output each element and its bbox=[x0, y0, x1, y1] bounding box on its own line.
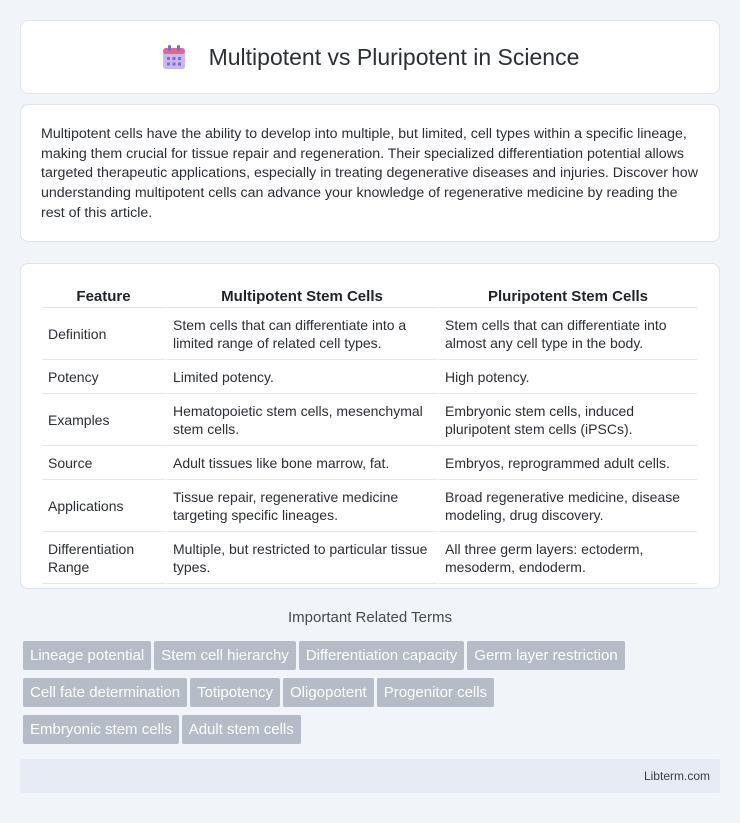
page-title: Multipotent vs Pluripotent in Science bbox=[208, 43, 580, 70]
cell-pluripotent: Stem cells that can differentiate into almost any cell type in the body. bbox=[437, 308, 697, 360]
table-header-row bbox=[42, 284, 697, 308]
cell-feature: Examples bbox=[42, 394, 165, 446]
cell-multipotent: Multiple, but restricted to particular tissue types. bbox=[165, 532, 437, 584]
footer bbox=[20, 759, 720, 793]
cell-multipotent: Tissue repair, regenerative medicine targeting specific lineages. bbox=[165, 480, 437, 532]
table-row bbox=[42, 446, 697, 480]
related-term-tag[interactable]: Adult stem cells bbox=[182, 715, 301, 744]
cell-feature: Source bbox=[42, 446, 165, 480]
related-terms-list bbox=[23, 641, 723, 752]
related-term-tag[interactable]: Cell fate determination bbox=[23, 678, 187, 707]
related-term-tag[interactable]: Oligopotent bbox=[283, 678, 374, 707]
table-row bbox=[42, 532, 697, 584]
cell-feature: Potency bbox=[42, 360, 165, 394]
cell-multipotent: Hematopoietic stem cells, mesenchymal stem cells. bbox=[165, 394, 437, 446]
cell-pluripotent: Embryonic stem cells, induced pluripotent stem cells (iPSCs). bbox=[437, 394, 697, 446]
cell-pluripotent: High potency. bbox=[437, 360, 697, 394]
comparison-table-card bbox=[20, 263, 720, 589]
related-term-tag[interactable]: Differentiation capacity bbox=[299, 641, 464, 670]
cell-feature: Applications bbox=[42, 480, 165, 532]
table-row bbox=[42, 308, 697, 360]
calendar-grid-icon bbox=[161, 44, 187, 70]
header-multipotent: Multipotent Stem Cells bbox=[165, 284, 437, 308]
header-feature: Feature bbox=[42, 284, 165, 308]
cell-multipotent: Limited potency. bbox=[165, 360, 437, 394]
related-term-tag[interactable]: Lineage potential bbox=[23, 641, 151, 670]
table-row bbox=[42, 360, 697, 394]
comparison-table bbox=[42, 284, 697, 584]
intro-card bbox=[20, 104, 720, 242]
related-term-tag[interactable]: Totipotency bbox=[190, 678, 280, 707]
footer-site-link[interactable]: Libterm.com bbox=[643, 769, 710, 783]
cell-multipotent: Stem cells that can differentiate into a limited range of related cell types. bbox=[165, 308, 437, 360]
related-term-tag[interactable]: Stem cell hierarchy bbox=[154, 641, 296, 670]
cell-pluripotent: All three germ layers: ectoderm, mesoderm, endoderm. bbox=[437, 532, 697, 584]
related-term-tag[interactable]: Embryonic stem cells bbox=[23, 715, 179, 744]
title-card bbox=[20, 20, 720, 94]
related-term-tag[interactable]: Germ layer restriction bbox=[467, 641, 624, 670]
cell-feature: Definition bbox=[42, 308, 165, 360]
table-row bbox=[42, 480, 697, 532]
cell-pluripotent: Broad regenerative medicine, disease modeling, drug discovery. bbox=[437, 480, 697, 532]
header-pluripotent: Pluripotent Stem Cells bbox=[437, 284, 697, 308]
related-terms-heading: Important Related Terms bbox=[288, 609, 452, 626]
cell-multipotent: Adult tissues like bone marrow, fat. bbox=[165, 446, 437, 480]
cell-pluripotent: Embryos, reprogrammed adult cells. bbox=[437, 446, 697, 480]
intro-paragraph: Multipotent cells have the ability to develop into multiple, but limited, cell types within a specific lineage, making them crucial for tissue repair and regeneration. Their specialized differentiation potential allows targeted therapeutic applications, especially in treating degenerative diseases and injuries. Discover how understanding multipotent cells can advance your knowledge of regenerative medicine by reading the rest of this article. bbox=[41, 126, 698, 221]
table-row bbox=[42, 394, 697, 446]
related-term-tag[interactable]: Progenitor cells bbox=[377, 678, 494, 707]
cell-feature: Differentiation Range bbox=[42, 532, 165, 584]
